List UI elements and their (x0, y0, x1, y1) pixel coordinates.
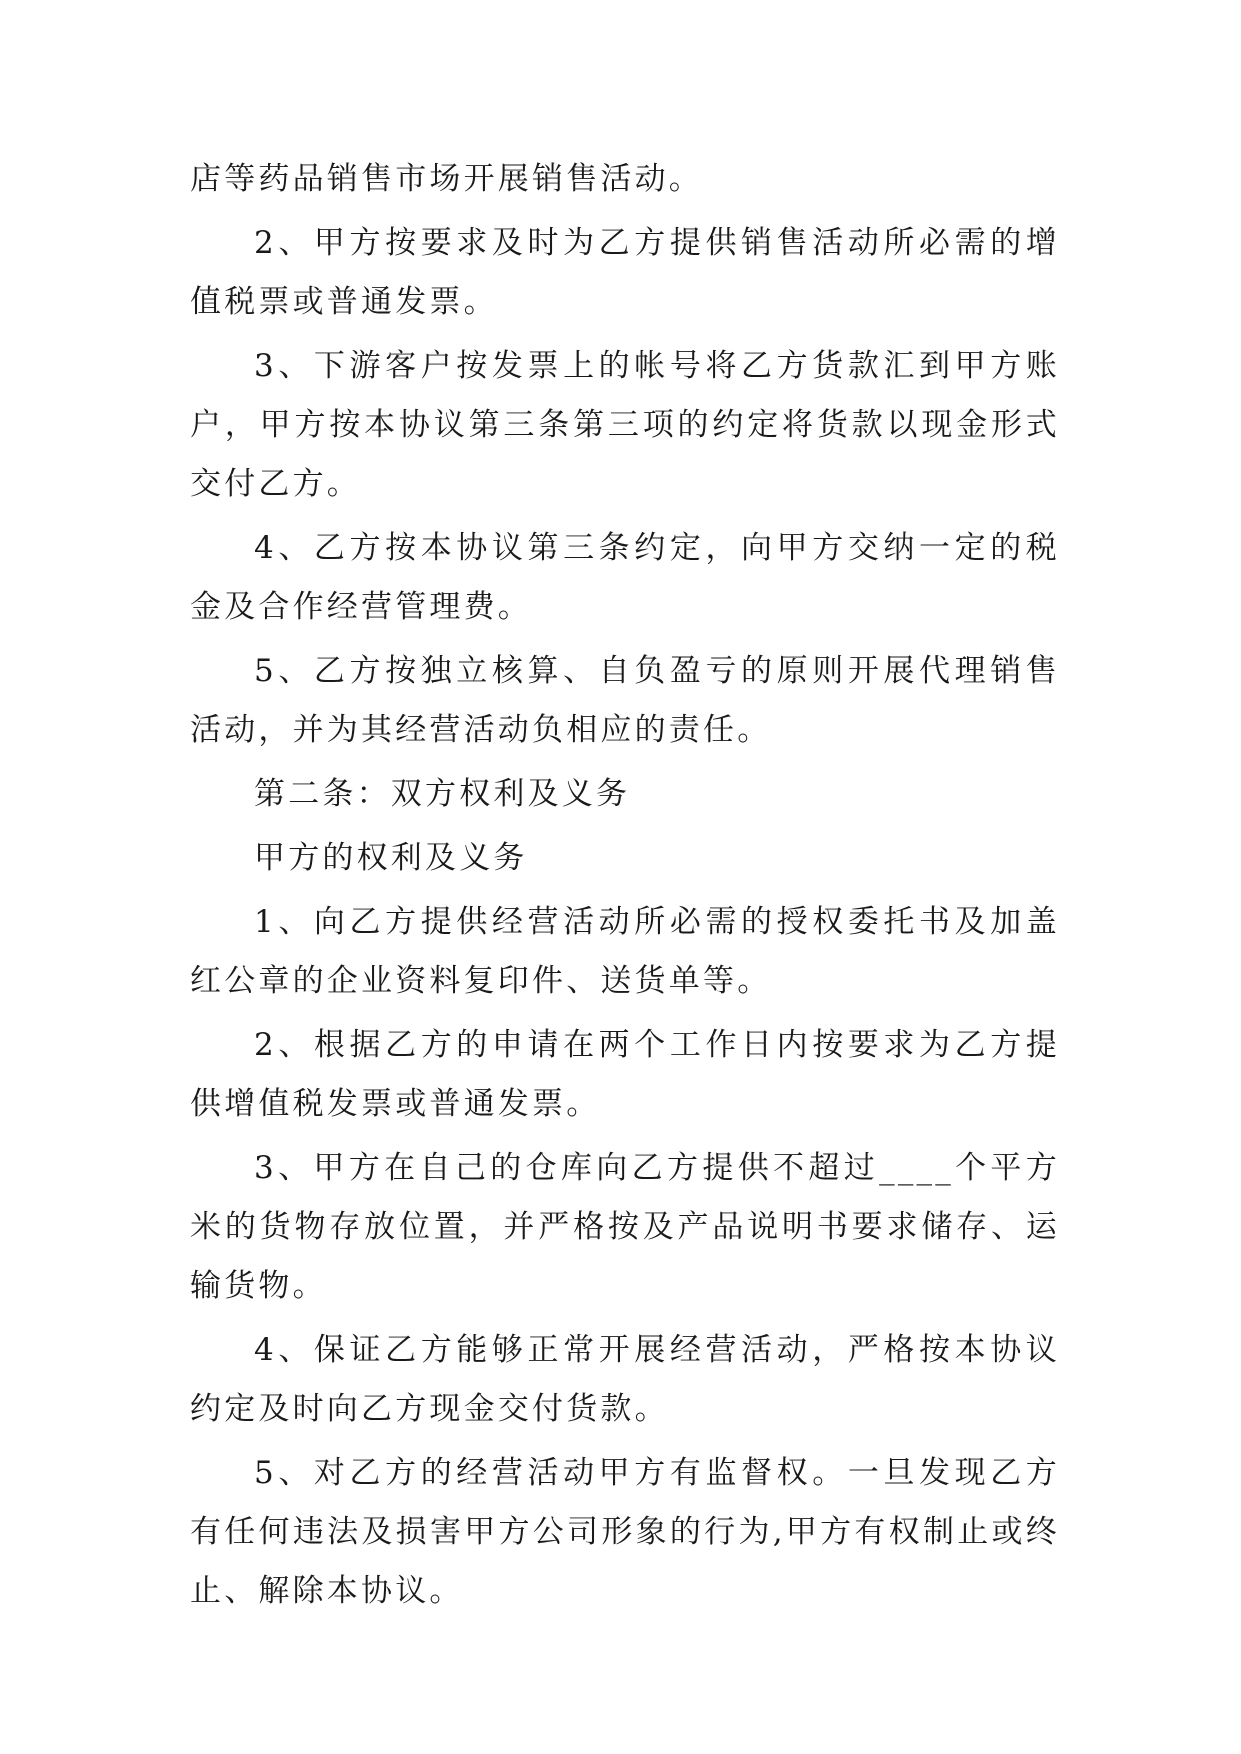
subsection-heading-party-a: 甲方的权利及义务 (254, 840, 528, 876)
paragraph-continuation: 店等药品销售市场开展销售活动。 (190, 161, 703, 197)
paragraph-party-a-item-1: 1、向乙方提供经营活动所必需的授权委托书及加盖红公章的企业资料复印件、送货单等。 (190, 904, 1060, 999)
paragraph-item-2: 2、甲方按要求及时为乙方提供销售活动所必需的增值税票或普通发票。 (190, 225, 1060, 320)
paragraph-party-a-item-3: 3、甲方在自己的仓库向乙方提供不超过____个平方米的货物存放位置，并严格按及产品说明书要求储存、运输货物。 (190, 1150, 1060, 1304)
document-body (190, 150, 1060, 1626)
paragraph-party-a-item-2: 2、根据乙方的申请在两个工作日内按要求为乙方提供增值税发票或普通发票。 (190, 1027, 1060, 1122)
paragraph-party-a-item-4: 4、保证乙方能够正常开展经营活动，严格按本协议约定及时向乙方现金交付货款。 (190, 1332, 1060, 1427)
paragraph-item-5: 5、乙方按独立核算、自负盈亏的原则开展代理销售活动，并为其经营活动负相应的责任。 (190, 653, 1060, 748)
paragraph-item-4: 4、乙方按本协议第三条约定，向甲方交纳一定的税金及合作经营管理费。 (190, 530, 1060, 625)
paragraph-party-a-item-5: 5、对乙方的经营活动甲方有监督权。一旦发现乙方有任何违法及损害甲方公司形象的行为,甲方有权制止或终止、解除本协议。 (190, 1455, 1060, 1609)
paragraph-item-3: 3、下游客户按发票上的帐号将乙方货款汇到甲方账户，甲方按本协议第三条第三项的约定将货款以现金形式交付乙方。 (190, 348, 1060, 502)
section-heading-article-2: 第二条：双方权利及义务 (254, 776, 631, 812)
